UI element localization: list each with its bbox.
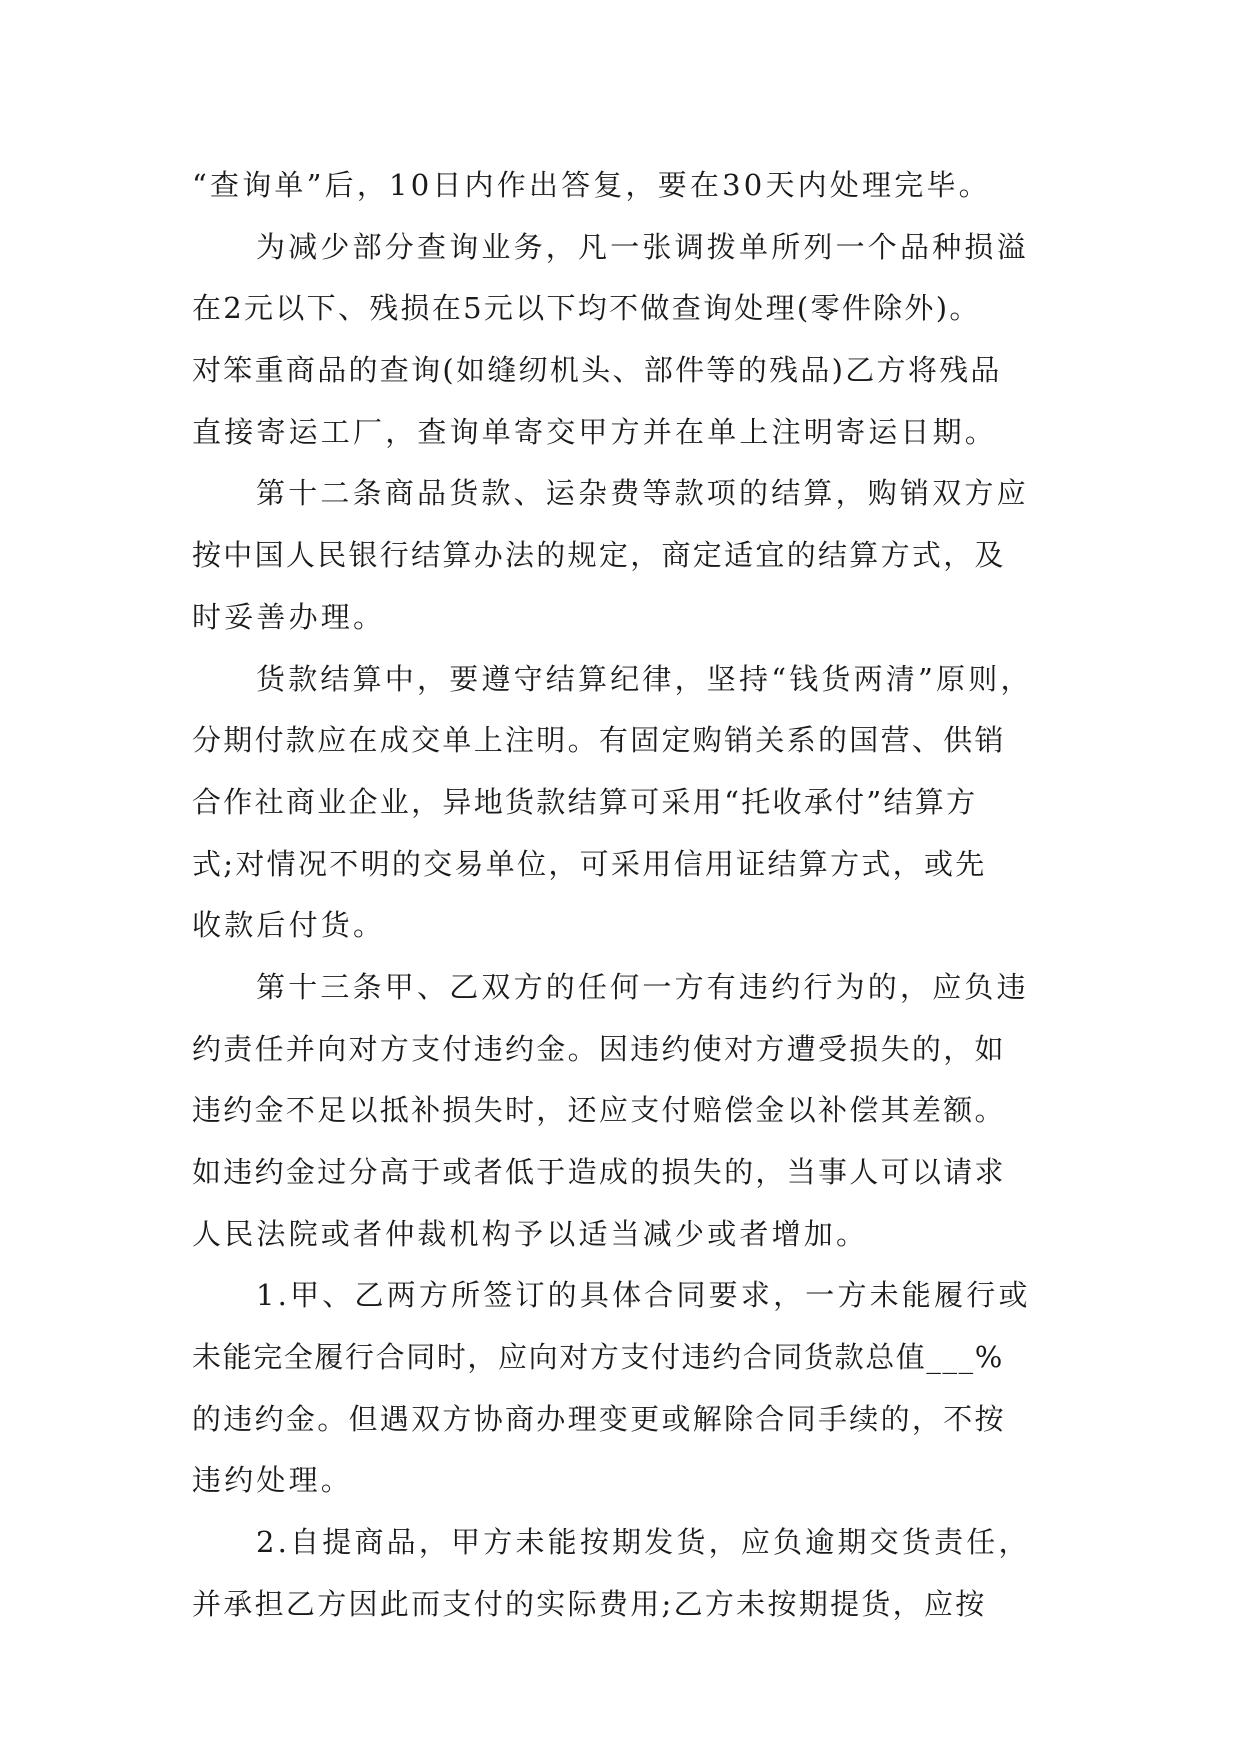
text-line: 未能完全履行合同时，应向对方支付违约合同货款总值___% <box>192 1340 1004 1375</box>
text-line: 并承担乙方因此而支付的实际费用;乙方未按期提货，应按 <box>192 1586 987 1621</box>
text-line: 在2元以下、残损在5元以下均不做查询处理(零件除外)。 <box>192 291 981 326</box>
text-line: “查询单”后，10日内作出答复，要在30天内处理完毕。 <box>192 168 991 202</box>
text-line: 违约处理。 <box>192 1463 354 1498</box>
text-line: 如违约金过分高于或者低于造成的损失的，当事人可以请求 <box>192 1155 1006 1189</box>
text-line: 合作社商业企业，异地货款结算可采用“托收承付”结算方 <box>192 784 978 819</box>
text-line: 按中国人民银行结算办法的规定，商定适宜的结算方式，及 <box>192 538 1006 573</box>
text-line: 约责任并向对方支付违约金。因违约使对方遭受损失的，如 <box>192 1031 1006 1066</box>
text-line: 式;对情况不明的交易单位，可采用信用证结算方式，或先 <box>192 846 987 881</box>
text-line: 违约金不足以抵补损失时，还应支付赔偿金以补偿其差额。 <box>192 1093 1006 1128</box>
text-line: 第十二条商品货款、运杂费等款项的结算，购销双方应 <box>256 476 1029 511</box>
text-line: 2.自提商品，甲方未能按期发货，应负逾期交货责任， <box>256 1525 1031 1560</box>
text-line: 人民法院或者仲裁机构予以适当减少或者增加。 <box>192 1216 869 1251</box>
text-line: 对笨重商品的查询(如缝纫机头、部件等的残品)乙方将残品 <box>192 353 1002 388</box>
text-line: 分期付款应在成交单上注明。有固定购销关系的国营、供销 <box>192 723 1006 758</box>
text-line: 直接寄运工厂，查询单寄交甲方并在单上注明寄运日期。 <box>192 414 998 449</box>
text-line: 货款结算中，要遵守结算纪律，坚持“钱货两清”原则， <box>256 661 1033 696</box>
text-line: 收款后付货。 <box>192 908 386 943</box>
text-line: 第十三条甲、乙双方的任何一方有违约行为的，应负违 <box>256 969 1029 1004</box>
document-body <box>192 155 1052 1636</box>
text-line: 时妥善办理。 <box>192 599 386 634</box>
text-line: 为减少部分查询业务，凡一张调拨单所列一个品种损溢 <box>256 229 1029 264</box>
text-line: 的违约金。但遇双方协商办理变更或解除合同手续的，不按 <box>192 1401 1006 1436</box>
text-line: 1.甲、乙两方所签订的具体合同要求，一方未能履行或 <box>256 1278 1031 1313</box>
